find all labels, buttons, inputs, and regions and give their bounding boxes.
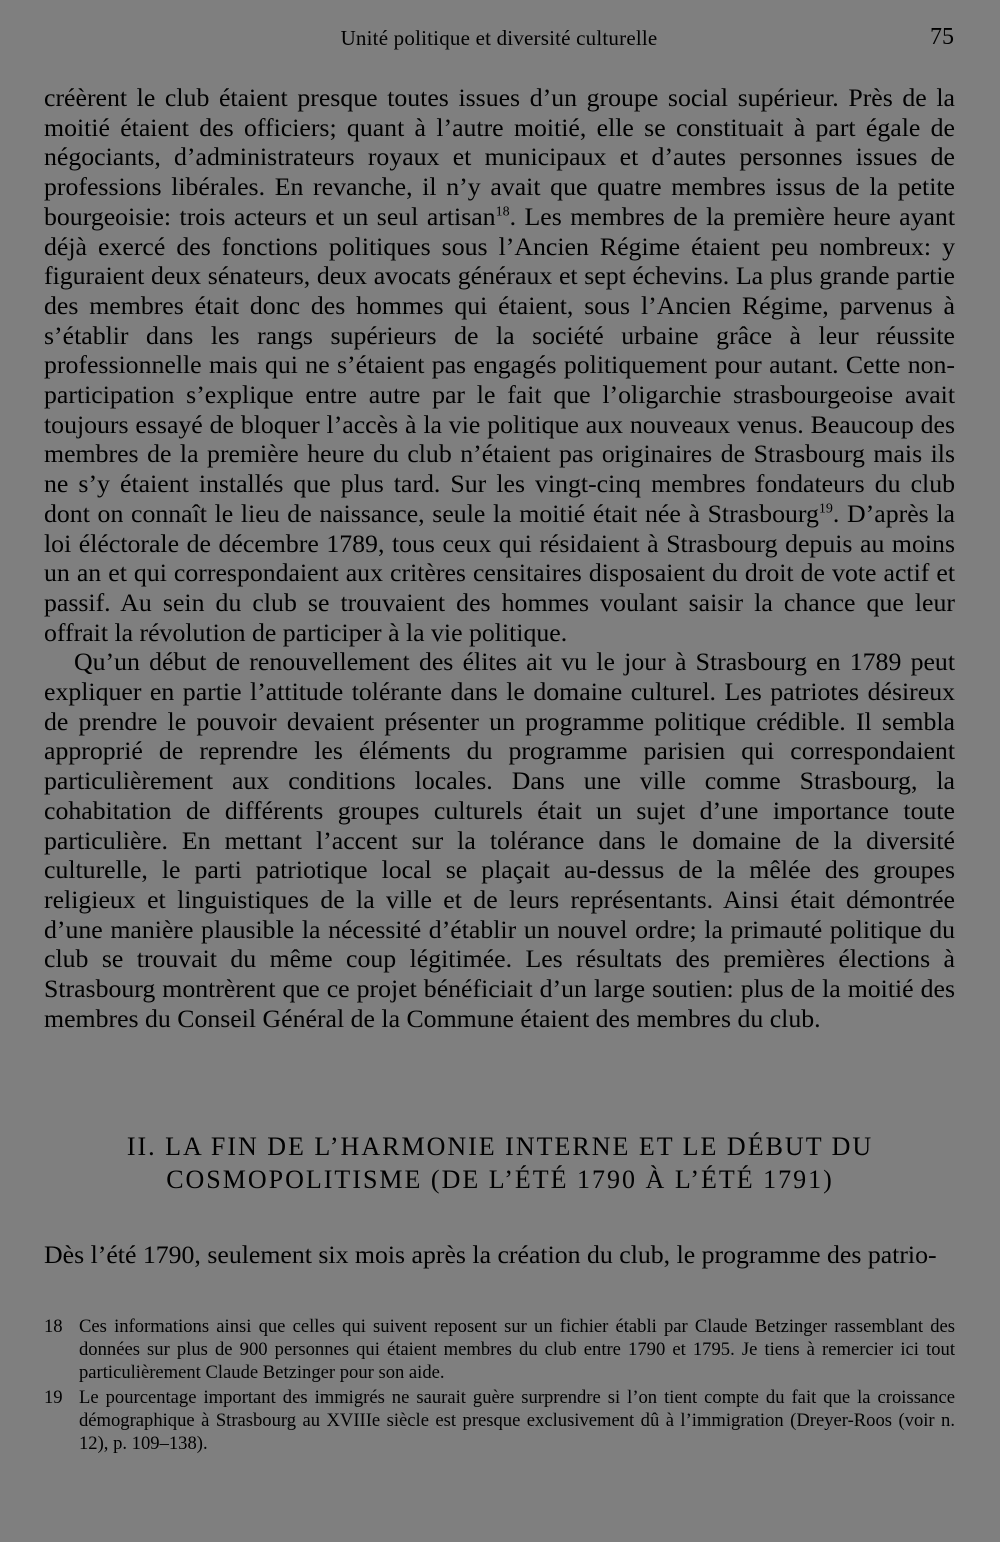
footnote-19 — [44, 1386, 955, 1455]
footnotes — [44, 1315, 955, 1457]
page-number: 75 — [930, 24, 954, 50]
footnote-text: Le pourcentage important des immigrés ne saurait guère surprendre si l’on tient compte du fait que la croissance démographique à Strasbourg au XVIIIe siècle est presque exclusivement dû à l’immigration (Dreyer-Roos (voir n. 12), p. 109–138). — [79, 1387, 955, 1454]
paragraph-1 — [44, 83, 955, 647]
footnote-text: Ces informations ainsi que celles qui suivent reposent sur un fichier établi par Claude Betzinger rassemblant des données sur plus de 900 personnes qui étaient membres du club entre 1790 et 1795. Je tiens à remercier ici tout particulièrement Claude Betzinger pour son aide. — [79, 1316, 955, 1383]
footnote-number: 19 — [44, 1387, 63, 1408]
running-header — [44, 24, 954, 54]
paragraph-1-part-c: . D’après la loi éléctorale de décembre 1789, tous ceux qui résidaient à Strasbourg depuis au moins un an et qui correspondaient aux critères censitaires disposaient du droit de vote actif et passif. Au sein du club se trouvaient des hommes voulant saisir la chance que leur offrait la révolution de participer à la vie politique. — [44, 498, 955, 647]
footnote-ref-18: 18 — [495, 204, 510, 220]
section-first-line: Dès l’été 1790, seulement six mois après la création du club, le programme des patrio- — [44, 1240, 937, 1269]
paragraph-1-part-b: . Les membres de la première heure ayant déjà exercé des fonctions politiques sous l’Ancien Régime étaient peu nombreux: y figuraient deux sénateurs, deux avocats généraux et sept échevins. La plus grande partie des membres était donc des hommes qui étaient, sous l’Ancien Régime, parvenus à s’établir dans les rangs supérieurs de la société urbaine grâce à leur réussite professionnelle mais qui ne s’étaient pas engagés politiquement pour autant. Cette non-participation s’explique entre autre par le fait que l’oligarchie strasbourgeoise avait toujours essayé de bloquer l’accès à la vie politique aux nouveaux venus. Beaucoup des membres de la première heure du club n’étaient pas originaires de Strasbourg mais ils ne s’y étaient installés que plus tard. Sur les vingt-cinq membres fondateurs du club dont on connaît le lieu de naissance, seule la moitié était née à Strasbourg — [44, 201, 955, 528]
running-title: Unité politique et diversité culturelle — [340, 26, 658, 50]
section-body — [44, 1240, 955, 1270]
footnote-number: 18 — [44, 1316, 63, 1337]
footnote-18 — [44, 1315, 955, 1384]
body-text — [44, 83, 955, 1034]
paragraph-1-part-a: créèrent le club étaient presque toutes issues d’un groupe social supérieur. Près de la moitié étaient des officiers; quant à l’autre moitié, elle se constituait à part égale de négociants, d’administrateurs royaux et municipaux et d’autes personnes issues de professions libérales. En revanche, il n’y avait que quatre membres issus de la petite bourgeoisie: trois acteurs et un seul artisan — [44, 83, 955, 231]
footnote-ref-19: 19 — [818, 501, 833, 517]
section-heading — [80, 1130, 920, 1196]
paragraph-2: Qu’un début de renouvellement des élites ait vu le jour à Strasbourg en 1789 peut expliquer en partie l’attitude tolérante dans le domaine culturel. Les patriotes désireux de prendre le pouvoir devaient présenter un programme politique crédible. Il sembla approprié de reprendre les éléments du programme parisien qui correspondaient particulièrement aux conditions locales. Dans une ville comme Strasbourg, la cohabitation de différents groupes culturels était un sujet d’une importance toute particulière. En mettant l’accent sur la tolérance dans le domaine de la diversité culturelle, le parti patriotique local se plaçait au-dessus de la mêlée des groupes religieux et linguistiques de la ville et de leurs représentants. Ainsi était démontrée d’une manière plausible la nécessité d’établir un nouvel ordre; la primauté politique du club se trouvait du même coup légitimée. Les résultats des premières élections à Strasbourg montrèrent que ce projet bénéficiait d’un large soutien: plus de la moitié des membres du Conseil Général de la Commune étaient des membres du club. — [44, 647, 955, 1033]
section-heading-line-1: II. LA FIN DE L’HARMONIE INTERNE ET LE DÉBUT DU — [126, 1132, 874, 1161]
section-heading-line-2: COSMOPOLITISME (DE L’ÉTÉ 1790 À L’ÉTÉ 1791) — [166, 1165, 834, 1194]
